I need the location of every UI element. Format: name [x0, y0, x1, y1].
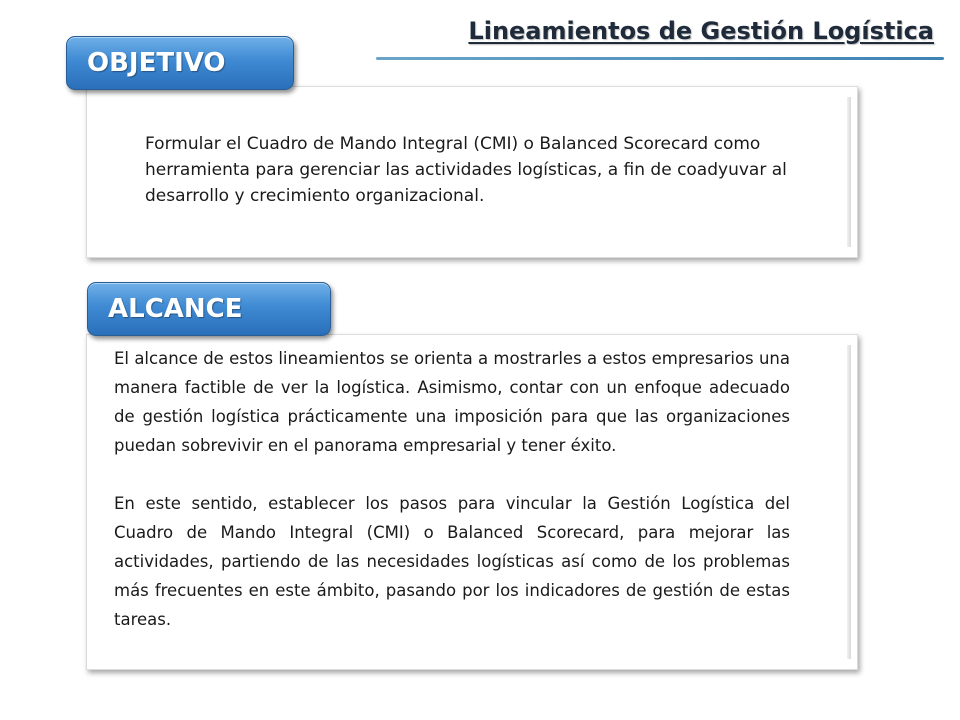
- objetivo-label: OBJETIVO: [87, 48, 226, 78]
- alcance-tab: [87, 282, 331, 336]
- objetivo-text: Formular el Cuadro de Mando Integral (CMI) o Balanced Scorecard como herramienta para gerenciar las actividades logísticas, a fin de coadyuvar al desarrollo y crecimiento organizacional.: [145, 134, 787, 206]
- alcance-paragraph-2: En este sentido, establecer los pasos para vincular la Gestión Logística del Cuadro de Mando Integral (CMI) o Balanced Scorecard, para mejorar las actividades, partiendo de las necesidades logísticas así como de los problemas más frecuentes en este ámbito, pasando por los indicadores de gestión de estas tareas.: [114, 494, 790, 629]
- title-underline-rule: [376, 57, 944, 60]
- alcance-label: ALCANCE: [108, 294, 243, 324]
- alcance-text: [114, 344, 790, 634]
- objetivo-tab: [66, 36, 294, 90]
- alcance-paragraph-1: El alcance de estos lineamientos se orienta a mostrarles a estos empresarios una manera factible de ver la logística. Asimismo, contar con un enfoque adecuado de gestión logística prácticamente una imposición para que las organizaciones puedan sobrevivir en el panorama empresarial y tener éxito.: [114, 349, 790, 455]
- page-title: Lineamientos de Gestión Logística: [468, 17, 934, 45]
